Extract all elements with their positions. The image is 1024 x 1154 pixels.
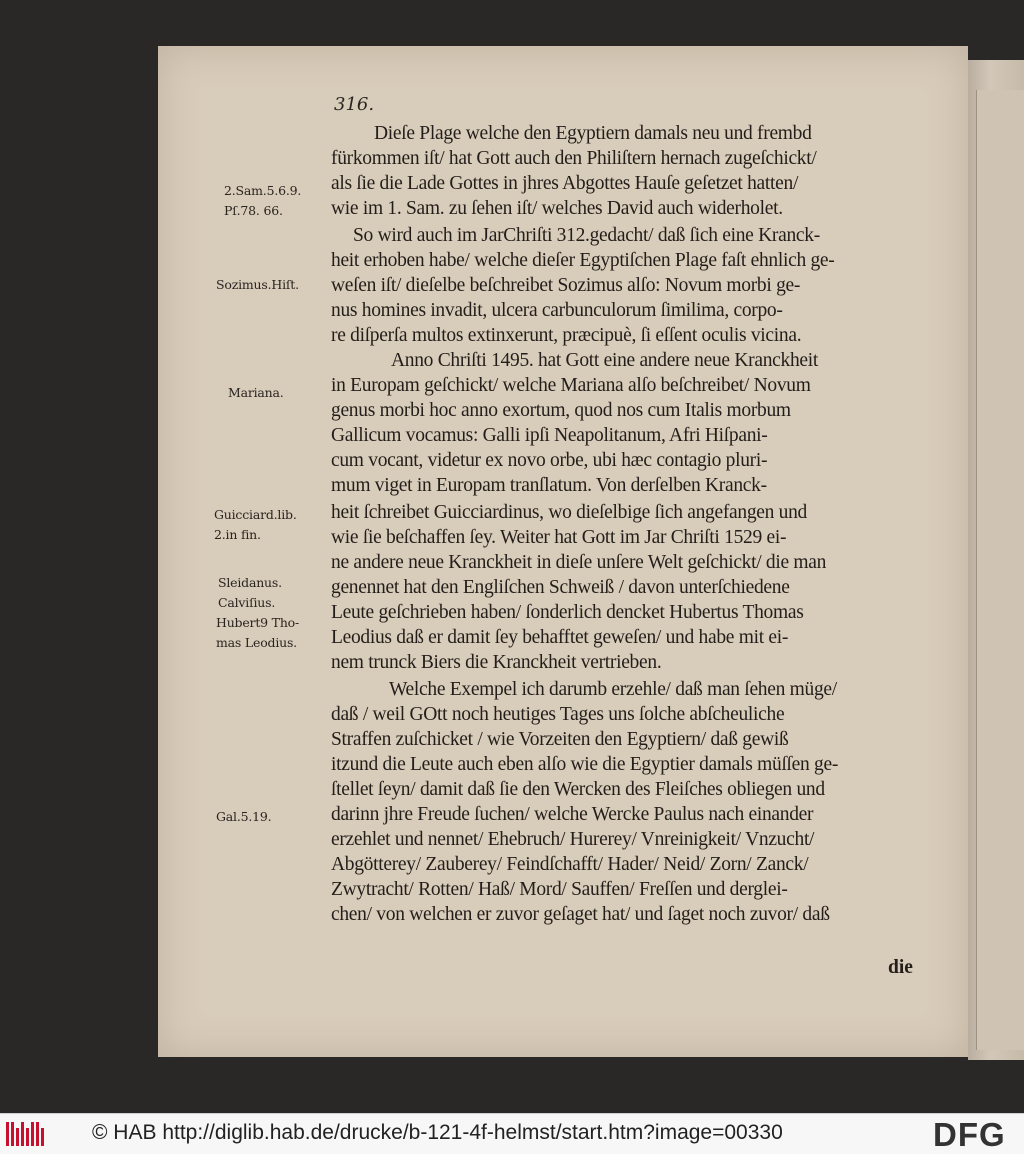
- margin-note: Calviſius.: [218, 595, 276, 610]
- text-line: re diſperſa multos extinxerunt, præcipuè, ſi eſſent oculis vicina.: [331, 325, 802, 346]
- page-number: 316.: [334, 94, 375, 115]
- text-line: itzund die Leute auch eben alſo wie die Egyptier damals müſſen ge-: [331, 754, 839, 775]
- margin-note: Guicciard.lib.: [214, 507, 297, 522]
- footer-bar: [0, 1113, 1024, 1154]
- text-line: erzehlet und nennet/ Ehebruch/ Hurerey/ Vnreinigkeit/ Vnzucht/: [331, 829, 815, 850]
- text-line: genennet hat den Engliſchen Schweiß / davon unterſchiedene: [331, 577, 790, 598]
- text-line: nem trunck Biers die Kranckheit vertrieben.: [331, 652, 662, 673]
- text-line: cum vocant, videtur ex novo orbe, ubi hæc contagio pluri-: [331, 450, 768, 471]
- margin-note: 2.in fin.: [214, 527, 261, 542]
- text-line: genus morbi hoc anno exortum, quod nos cum Italis morbum: [331, 400, 791, 421]
- catchword: die: [888, 957, 913, 978]
- margin-note: Hubert9 Tho-: [216, 615, 300, 630]
- text-line: wie im 1. Sam. zu ſehen iſt/ welches David auch widerholet.: [331, 198, 783, 219]
- text-line: So wird auch im JarChriſti 312.gedacht/ daß ſich eine Kranck-: [353, 225, 820, 246]
- text-line: ſtellet ſeyn/ damit daß ſie den Wercken des Fleiſches obliegen und: [331, 779, 825, 800]
- text-line: ne andere neue Kranckheit in dieſe unſere Welt geſchickt/ die man: [331, 552, 827, 573]
- text-line: Zwytracht/ Rotten/ Haß/ Mord/ Sauffen/ Freſſen und derglei-: [331, 879, 788, 900]
- text-line: Gallicum vocamus: Galli ipſi Neapolitanum, Afri Hiſpani-: [331, 425, 768, 446]
- text-line: wie ſie beſchaffen ſey. Weiter hat Gott im Jar Chriſti 1529 ei-: [331, 527, 787, 548]
- text-line: heit ſchreibet Guicciardinus, wo dieſelbige ſich angefangen und: [331, 502, 808, 523]
- margin-note: Sozimus.Hiſt.: [216, 277, 299, 292]
- hab-logo-icon: [6, 1118, 46, 1150]
- next-page-edge-inner: [976, 90, 1024, 1050]
- text-line: mum viget in Europam tranſlatum. Von derſelben Kranck-: [331, 475, 767, 496]
- book-page: [158, 46, 968, 1057]
- text-line: Leute geſchrieben haben/ ſonderlich dencket Hubertus Thomas: [331, 602, 804, 623]
- text-line: Anno Chriſti 1495. hat Gott eine andere neue Kranckheit: [391, 350, 818, 371]
- text-line: weſen iſt/ dieſelbe beſchreibet Sozimus alſo: Novum morbi ge-: [331, 275, 801, 296]
- text-line: Straffen zuſchicket / wie Vorzeiten den Egyptiern/ daß gewiß: [331, 729, 789, 750]
- margin-note: mas Leodius.: [216, 635, 297, 650]
- text-line: Dieſe Plage welche den Egyptiern damals neu und frembd: [374, 123, 812, 144]
- margin-note: Pſ.78. 66.: [224, 203, 283, 218]
- text-line: chen/ von welchen er zuvor geſaget hat/ und ſaget noch zuvor/ daß: [331, 904, 830, 925]
- text-line: in Europam geſchickt/ welche Mariana alſo beſchreibet/ Novum: [331, 375, 811, 396]
- text-line: nus homines invadit, ulcera carbunculorum ſimilima, corpo-: [331, 300, 783, 321]
- text-line: fürkommen iſt/ hat Gott auch den Philiſtern hernach zugeſchickt/: [331, 148, 817, 169]
- text-line: Leodius daß er damit ſey behafftet geweſen/ und habe mit ei-: [331, 627, 789, 648]
- text-line: heit erhoben habe/ welche dieſer Egyptiſchen Plage faſt ehnlich ge-: [331, 250, 835, 271]
- copyright-url[interactable]: © HAB http://diglib.hab.de/drucke/b-121-4f-helmst/start.htm?image=00330: [92, 1121, 783, 1144]
- text-line: darinn jhre Freude ſuchen/ welche Wercke Paulus nach einander: [331, 804, 814, 825]
- text-line: Abgötterey/ Zauberey/ Feindſchafft/ Hader/ Neid/ Zorn/ Zanck/: [331, 854, 809, 875]
- text-line: Welche Exempel ich darumb erzehle/ daß man ſehen müge/: [389, 679, 837, 700]
- margin-note: Sleidanus.: [218, 575, 282, 590]
- text-line: daß / weil GOtt noch heutiges Tages uns ſolche abſcheuliche: [331, 704, 785, 725]
- text-line: als ſie die Lade Gottes in jhres Abgottes Hauſe geſetzet hatten/: [331, 173, 799, 194]
- margin-note: 2.Sam.5.6.9.: [224, 183, 302, 198]
- margin-note: Gal.5.19.: [216, 809, 272, 824]
- margin-note: Mariana.: [228, 385, 284, 400]
- dfg-logo: DFG: [933, 1116, 1006, 1153]
